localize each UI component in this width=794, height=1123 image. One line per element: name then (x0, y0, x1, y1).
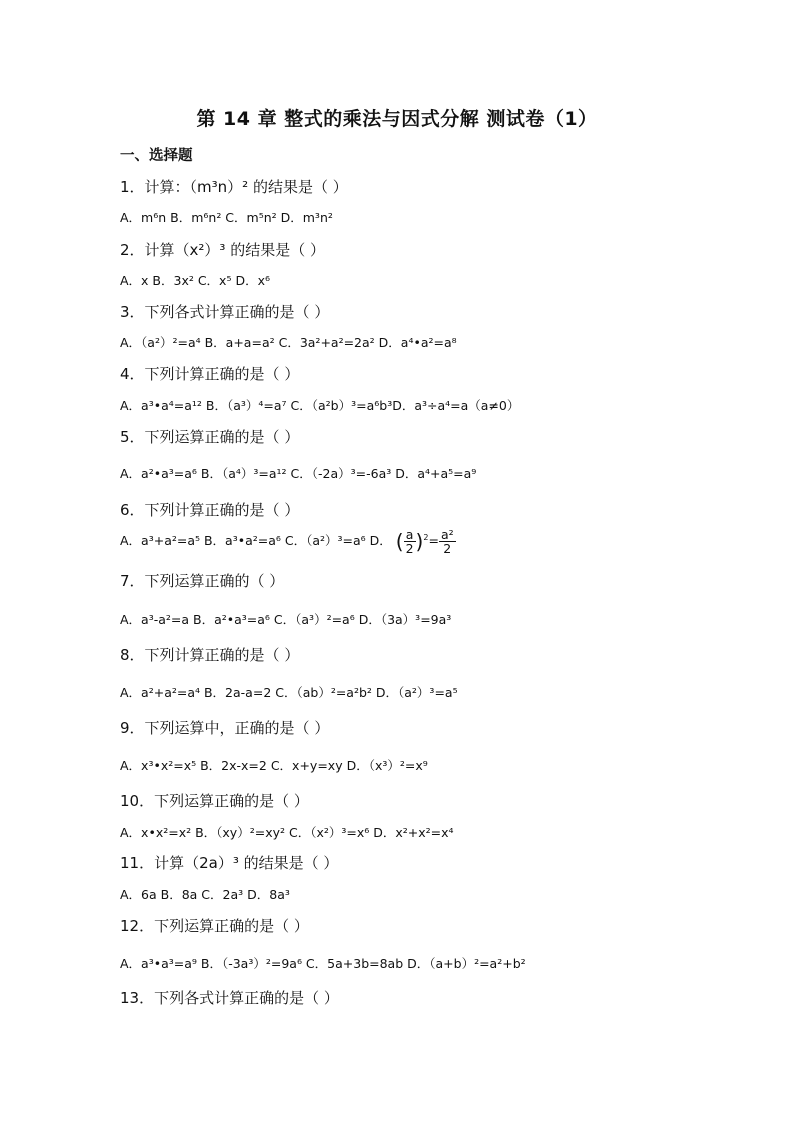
options-4: A．a³•a⁴=a¹² B．（a³）⁴=a⁷ C．（a²b）³=a⁶b³D．a³÷a⁴=a（a≠0） (120, 398, 520, 413)
question-7: 7．下列运算正确的（ ） (120, 572, 285, 590)
options-8: A．a²+a²=a⁴ B．2a-a=2 C．（ab）²=a²b² D．（a²）³=a⁵ (120, 685, 458, 700)
options-11: A．6a B．8a C．2a³ D．8a³ (120, 887, 290, 902)
options-6-abc: A．a³+a²=a⁵ B．a³•a²=a⁶ C．（a²）³=a⁶ D． (120, 533, 392, 549)
options-9: A．x³•x²=x⁵ B．2x-x=2 C．x+y=xy D．（x³）²=x⁹ (120, 758, 428, 773)
options-3: A．（a²）²=a⁴ B．a+a=a² C．3a²+a²=2a² D．a⁴•a²=a⁸ (120, 335, 457, 350)
options-1: A．m⁶n B．m⁶n² C．m⁵n² D．m³n² (120, 210, 333, 225)
options-2: A．x B．3x² C．x⁵ D．x⁶ (120, 273, 270, 288)
question-13: 13．下列各式计算正确的是（ ） (120, 989, 339, 1007)
section-heading: 一、选择题 (120, 148, 193, 164)
option-6d-expression: ( $\frac{a}{2}$ )$^2$= $\frac{\text{a²}}{2}$ (395, 527, 454, 557)
question-10: 10．下列运算正确的是（ ） (120, 792, 309, 810)
question-2: 2．计算（x²）³ 的结果是（ ） (120, 241, 325, 259)
question-12: 12．下列运算正确的是（ ） (120, 917, 309, 935)
question-9: 9．下列运算中，正确的是（ ） (120, 719, 330, 737)
page-title: 第 14 章 整式的乘法与因式分解 测试卷（1） (196, 108, 598, 130)
question-1: 1．计算：（m³n）² 的结果是（ ） (120, 178, 348, 196)
question-8: 8．下列计算正确的是（ ） (120, 646, 300, 664)
options-5: A．a²•a³=a⁶ B．（a⁴）³=a¹² C．（-2a）³=-6a³ D．a⁴+a⁵=a⁹ (120, 466, 477, 481)
question-3: 3．下列各式计算正确的是（ ） (120, 303, 330, 321)
options-10: A．x•x²=x² B．（xy）²=xy² C．（x²）³=x⁶ D．x²+x²=x⁴ (120, 825, 454, 840)
question-11: 11．计算（2a）³ 的结果是（ ） (120, 854, 339, 872)
question-6: 6．下列计算正确的是（ ） (120, 501, 300, 519)
question-5: 5．下列运算正确的是（ ） (120, 428, 300, 446)
options-6 (120, 528, 456, 555)
options-7: A．a³-a²=a B．a²•a³=a⁶ C．（a³）²=a⁶ D．（3a）³=9a³ (120, 612, 452, 627)
question-4: 4．下列计算正确的是（ ） (120, 365, 300, 383)
options-12: A．a³•a³=a⁹ B．（-3a³）²=9a⁶ C．5a+3b=8ab D．（a+b）²=a²+b² (120, 956, 526, 971)
